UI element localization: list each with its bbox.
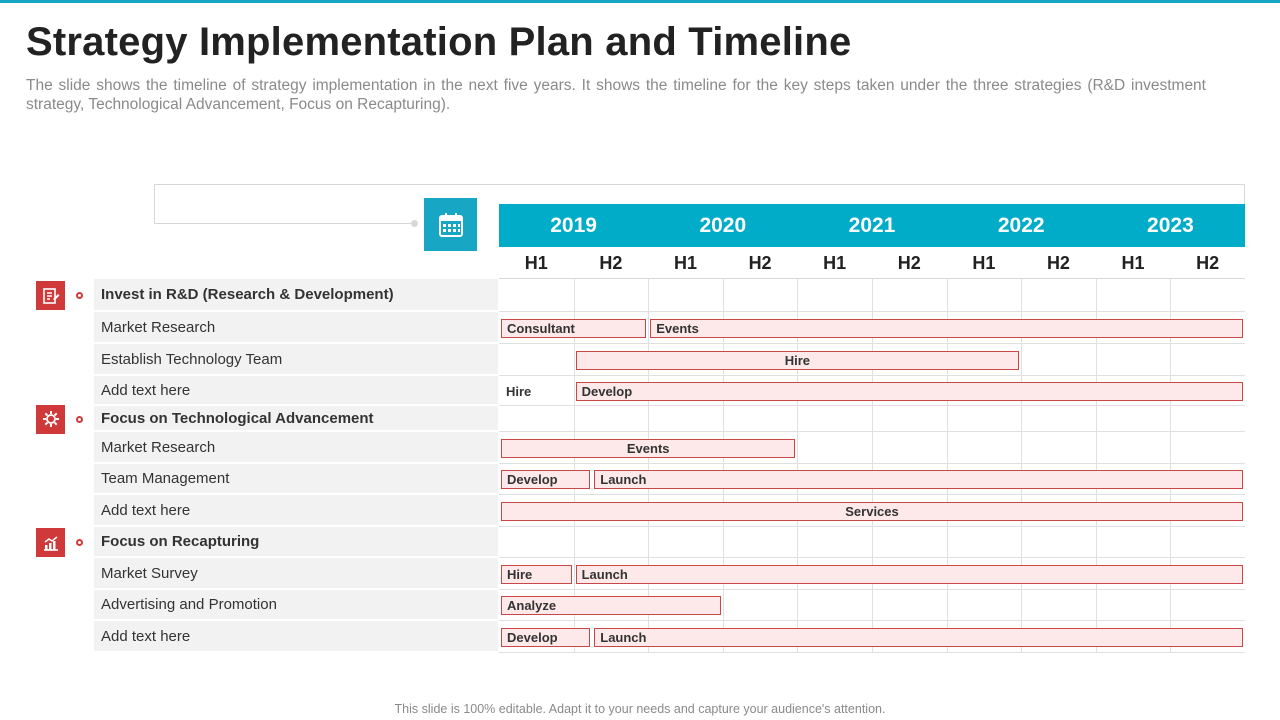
page-title: Strategy Implementation Plan and Timeline <box>26 20 852 64</box>
category-label: Focus on Recapturing <box>94 527 498 558</box>
task-label: Add text here <box>94 376 498 406</box>
category-label: Invest in R&D (Research & Development) <box>94 279 498 312</box>
half-label: H1 <box>972 253 996 273</box>
task-label: Market Research <box>94 432 498 464</box>
task-label: Advertising and Promotion <box>94 590 498 621</box>
footer-note: This slide is 100% editable. Adapt it to your needs and capture your audience's attention. <box>394 702 886 716</box>
half-label: H2 <box>748 253 772 273</box>
task-label: Add text here <box>94 495 498 527</box>
category-marker-dot <box>76 416 83 423</box>
timeline-bar: Develop <box>501 470 590 489</box>
timeline-bar: Launch <box>576 565 1243 584</box>
task-step-text: Hire <box>506 383 532 399</box>
half-label: H1 <box>1121 253 1145 273</box>
research-icon <box>36 281 65 310</box>
timeline-bar: Develop <box>501 628 590 647</box>
timeline-bar: Analyze <box>501 596 721 615</box>
task-label: Team Management <box>94 464 498 495</box>
half-label: H1 <box>823 253 847 273</box>
timeline-bar: Hire <box>501 565 572 584</box>
chart-icon <box>36 528 65 557</box>
year-label: 2021 <box>848 214 896 237</box>
half-label: H1 <box>524 253 548 273</box>
half-label: H2 <box>599 253 623 273</box>
timeline-bar: Services <box>501 502 1243 521</box>
category-label: Focus on Technological Advancement <box>94 406 498 432</box>
timeline-bar: Launch <box>594 470 1243 489</box>
task-label: Market Survey <box>94 558 498 590</box>
timeline-bar: Hire <box>576 351 1020 370</box>
category-row <box>94 527 1245 558</box>
category-row <box>94 406 1245 432</box>
year-label: 2022 <box>997 214 1045 237</box>
half-label: H1 <box>673 253 697 273</box>
task-label: Market Research <box>94 312 498 344</box>
page-subtitle: The slide shows the timeline of strategy implementation in the next five years. It shows the timeline for the key steps taken under the three strategies (R&D investment strategy, Technological Advancement, Focus on Recapturing). <box>26 77 1206 113</box>
header-connector <box>154 184 416 224</box>
half-label: H2 <box>1196 253 1220 273</box>
half-label: H2 <box>1046 253 1070 273</box>
year-label: 2023 <box>1147 214 1194 237</box>
year-label: 2020 <box>699 214 747 237</box>
year-label: 2019 <box>550 214 597 237</box>
category-row <box>94 279 1245 312</box>
timeline-bar: Events <box>650 319 1243 338</box>
top-accent-line <box>0 0 1280 3</box>
half-year-header <box>499 247 1245 279</box>
task-label: Establish Technology Team <box>94 344 498 376</box>
category-marker-dot <box>76 539 83 546</box>
timeline-bar: Launch <box>594 628 1243 647</box>
row-divider <box>499 652 1245 653</box>
task-label: Add text here <box>94 621 498 653</box>
gear-icon <box>36 405 65 434</box>
year-header <box>499 204 1245 247</box>
category-marker-dot <box>76 292 83 299</box>
timeline-bar: Consultant <box>501 319 646 338</box>
calendar-icon <box>424 198 477 251</box>
timeline-bar: Develop <box>576 382 1243 401</box>
half-label: H2 <box>897 253 921 273</box>
timeline-bar: Events <box>501 439 795 458</box>
connector-dot <box>411 220 418 227</box>
